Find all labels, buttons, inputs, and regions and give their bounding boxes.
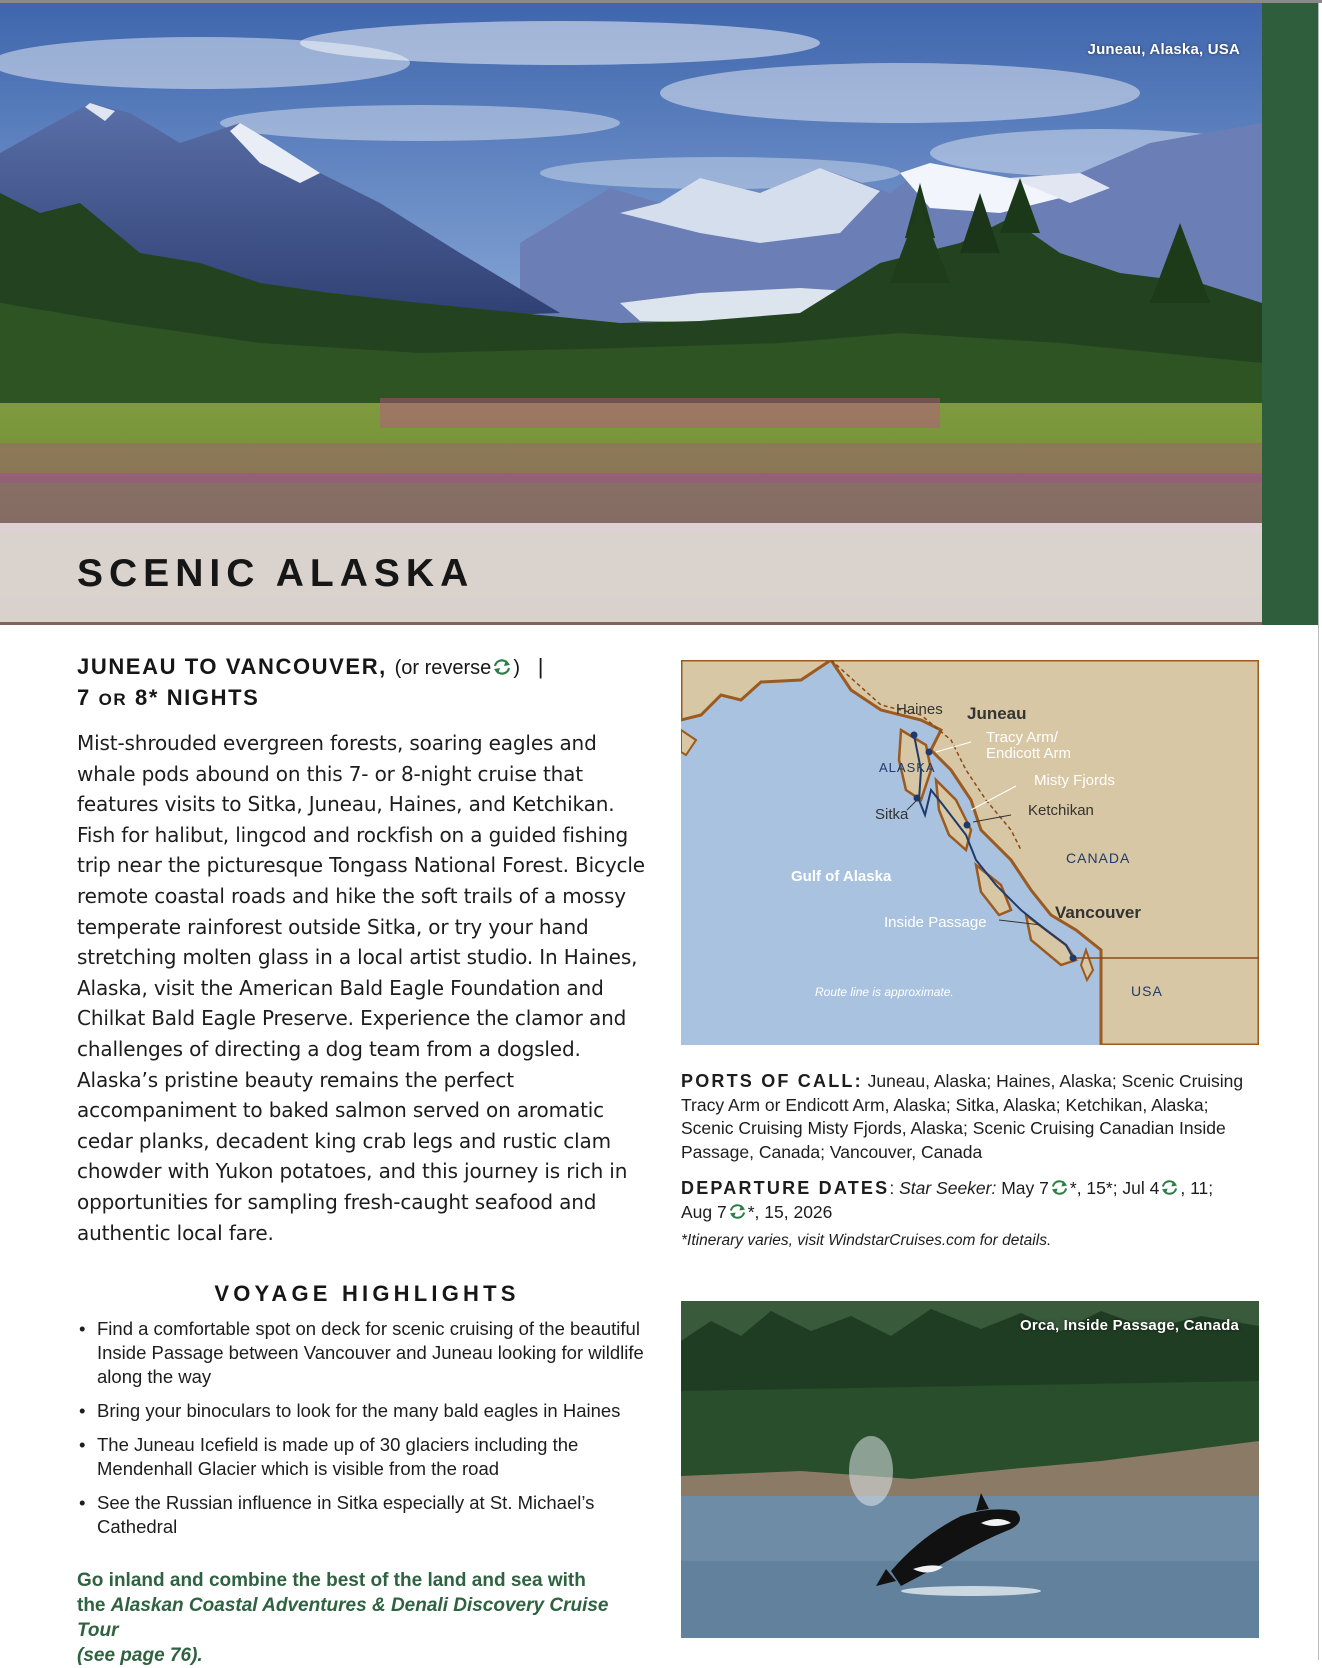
ports-text: Juneau, Alaska; Haines, Alaska; Scenic Cruising Tracy Arm or Endicott Arm, Alaska; Sitka, Alaska; Ketchikan, Alaska; Scenic Cruising Misty Fjords, Alaska; Scenic Cruising Canadian Inside Passage, Canada; Vancouver, Canada (681, 1071, 1244, 1162)
date-may-7: May 7 (996, 1178, 1049, 1198)
highlight-item (77, 1433, 657, 1481)
highlight-item (77, 1491, 657, 1539)
circular-arrows-icon (728, 1203, 747, 1220)
route-title: JUNEAU TO VANCOUVER, (77, 654, 387, 679)
highlight-text: Find a comfortable spot on deck for scenic cruising of the beautiful Inside Passage between Vancouver and Juneau looking for wildlife along the way (97, 1318, 644, 1388)
hero-photo-credit: Juneau, Alaska, USA (1087, 41, 1240, 58)
highlight-item (77, 1317, 657, 1389)
bullet-icon: • (79, 1492, 86, 1514)
orca-image (681, 1301, 1259, 1638)
highlight-item (77, 1399, 657, 1423)
page-edge-rule (1318, 3, 1319, 1660)
departures-colon: : (889, 1178, 900, 1198)
circular-arrows-icon (1050, 1179, 1069, 1196)
highlight-text: See the Russian influence in Sitka especially at St. Michael’s Cathedral (97, 1492, 595, 1538)
map-label-alaska: ALASKA (879, 760, 936, 775)
note-line-1: Go inland and combine the best of the land and sea with (77, 1570, 586, 1591)
page-title: SCENIC ALASKA (77, 552, 475, 595)
heading-separator: | (537, 654, 546, 679)
orca-photo (681, 1301, 1259, 1638)
departures-label: DEPARTURE DATES (681, 1178, 890, 1198)
ports-label: PORTS OF CALL: (681, 1071, 863, 1091)
highlights-title: VOYAGE HIGHLIGHTS (214, 1281, 520, 1307)
ports-of-call (681, 1070, 1261, 1164)
nights-a: 7 (77, 685, 91, 710)
highlight-text: The Juneau Icefield is made up of 30 glaciers including the Mendenhall Glacier which is visible from the road (97, 1434, 579, 1480)
nights-b: 8* NIGHTS (134, 685, 260, 710)
map-label-gulf-of-alaska: Gulf of Alaska (791, 868, 892, 885)
map-label-tracy-arm: Tracy Arm/ (986, 729, 1058, 746)
map-label-sitka: Sitka (875, 806, 909, 823)
map-label-canada: CANADA (1066, 850, 1131, 866)
bullet-icon: • (79, 1434, 86, 1456)
dates-may15-jul4: *, 15*; Jul 4 (1069, 1178, 1160, 1198)
left-column (77, 652, 657, 1549)
highlight-text: Bring your binoculars to look for the many bald eagles in Haines (97, 1400, 621, 1422)
map-label-juneau: Juneau (967, 704, 1027, 723)
cruise-tour-note (77, 1568, 637, 1668)
route-heading (77, 652, 657, 714)
map-route-note: Route line is approximate. (815, 985, 954, 999)
reverse-text: (or reverse (394, 657, 492, 679)
map-label-usa: USA (1131, 983, 1163, 999)
section-tab (1262, 3, 1318, 625)
ship-name: Star Seeker: (899, 1178, 997, 1198)
map-label-vancouver: Vancouver (1055, 903, 1141, 922)
reverse-close: ) (513, 657, 520, 679)
date-jul-11: , 11; (1180, 1178, 1214, 1198)
nights-or: OR (98, 690, 128, 709)
circular-arrows-icon (492, 658, 512, 676)
tour-name: Alaskan Coastal Adventures & Denali Discovery Cruise Tour (77, 1595, 609, 1641)
bullet-icon: • (79, 1400, 86, 1422)
intro-paragraph: Mist-shrouded evergreen forests, soaring eagles and whale pods abound on this 7- or 8-night cruise that features visits to Sitka, Juneau, Haines, and Ketchikan. Fish for halibut, lingcod and rockfish on a guided fishing trip near the picturesque Tongass National Forest. Bicycle remote coastal roads and hike the soft trails of a mossy temperate rainforest outside Sitka, or try your hand stretching molten glass in a local artist studio. In Haines, Alaska, visit the American Bald Eagle Foundation and Chilkat Bald Eagle Preserve. Experience the clamor and challenges of directing a dog team from a dogsled. Alaska’s pristine beauty remains the perfect accompaniment to baked salmon served on aromatic cedar planks, decadent king crab legs and rustic clam chowder with Yukon potatoes, and this journey is rich in opportunities for sampling fresh-caught seafood and authentic local fare. (77, 731, 645, 1245)
map-label-inside-passage: Inside Passage (884, 914, 987, 931)
map-label-ketchikan: Ketchikan (1028, 802, 1094, 819)
date-aug-7: Aug 7 (681, 1202, 727, 1222)
circular-arrows-icon (1160, 1179, 1179, 1196)
note-line-2-prefix: the (77, 1595, 111, 1616)
date-aug-15: *, 15, 2026 (747, 1202, 833, 1222)
map-label-misty-fjords: Misty Fjords (1034, 772, 1115, 789)
route-map (681, 660, 1259, 1045)
map-label-haines: Haines (896, 701, 943, 718)
bullet-icon: • (79, 1318, 86, 1340)
departure-dates (681, 1176, 1261, 1224)
map-label-endicott-arm: Endicott Arm (986, 745, 1072, 762)
reverse-note (395, 657, 520, 679)
itinerary-note: *Itinerary varies, visit WindstarCruises.com for details. (681, 1232, 1052, 1249)
highlights-list (77, 1317, 657, 1539)
page-reference: (see page 76). (77, 1645, 203, 1666)
orca-photo-credit: Orca, Inside Passage, Canada (1019, 1317, 1239, 1334)
